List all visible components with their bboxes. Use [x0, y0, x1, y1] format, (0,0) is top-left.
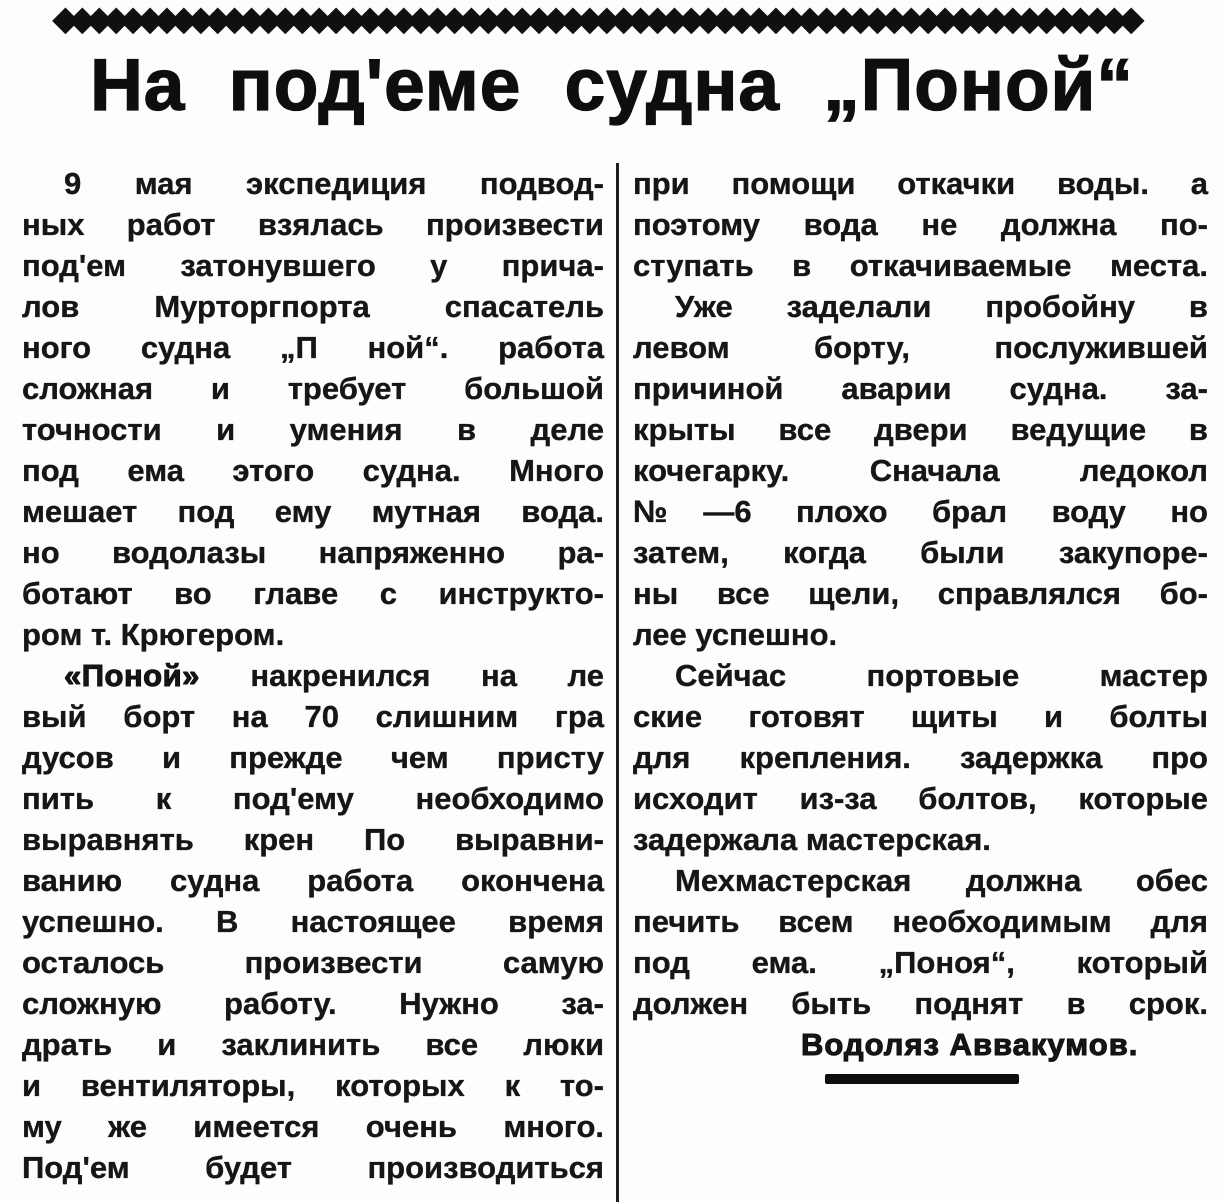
text-line: крыты все двери ведущие в [633, 412, 1208, 447]
text-line: ванию судна работа окончена [22, 863, 604, 898]
text-line: успешно. В настоящее время [22, 904, 604, 939]
text-line: под ема этого судна. Много [22, 453, 604, 488]
text-line: ботают во главе с инструкто- [22, 576, 604, 611]
text-line: кочегарку. Сначала ледокол [633, 453, 1208, 488]
text-line: Сейчас портовые мастер [675, 658, 1208, 693]
text-line: выравнять крен По выравни- [22, 822, 604, 857]
text-line [22, 655, 604, 696]
text-line: №—6 плохо брал воду но [633, 494, 1208, 529]
text-line: дусов и прежде чем присту [22, 740, 604, 775]
text-line: задержала мастерская. [633, 822, 991, 857]
text-line: лов Мурторгпорта спасатель [22, 289, 604, 324]
author-signature: Водоляз Аввакумов. [801, 1027, 1139, 1062]
text-line: и вентиляторы, которых к то- [22, 1068, 604, 1103]
text-line: при помощи откачки воды. а [633, 166, 1208, 201]
text-line: Уже заделали пробойну в [675, 289, 1208, 324]
text-line: вый борт на 70 слишним гра [22, 699, 604, 734]
article-title: На под'еме судна „Поной“ [90, 45, 1134, 126]
text-line: пить к под'ему необходимо [22, 781, 604, 816]
text-line: 9 мая экспедиция подвод- [64, 166, 604, 201]
diamond-border-ornament: ◆◆◆◆◆◆◆◆◆◆◆◆◆◆◆◆◆◆◆◆◆◆◆◆◆◆◆◆◆◆◆◆◆◆◆◆◆◆◆◆◆◆◆◆◆◆◆◆◆◆◆◆◆◆◆◆◆◆◆◆◆◆◆◆ [52, 4, 1135, 34]
text-line: драть и заклинить все люки [22, 1027, 604, 1062]
text-line: затем, когда были закупоре- [633, 535, 1208, 570]
left-column [22, 163, 604, 1188]
text-line: для крепления. задержка про [633, 740, 1208, 775]
text-line: точности и умения в деле [22, 412, 604, 447]
text-line: под'ем затонувшего у прича- [22, 248, 604, 283]
text-line: исходит из-за болтов, которые [633, 781, 1208, 816]
text-line: му же имеется очень много. [22, 1109, 604, 1144]
text-line: причиной аварии судна. за- [633, 371, 1208, 406]
text-line: печить всем необходимым для [633, 904, 1208, 939]
text-line: под ема. „Поноя“, который [633, 945, 1208, 980]
text-line: ские готовят щиты и болты [633, 699, 1208, 734]
signature-end-rule [825, 1074, 1019, 1084]
text-line: ром т. Крюгером. [22, 617, 285, 652]
text-line: ного судна „П ной“. работа [22, 330, 604, 365]
text-line: ных работ взялась произвести [22, 207, 604, 242]
text-line: Под'ем будет производиться [22, 1150, 604, 1185]
ship-name-bold: «Поной» [64, 658, 200, 693]
text-line: левом борту, послужившей [633, 330, 1208, 365]
right-column [633, 163, 1208, 1084]
article-body [22, 163, 1208, 1202]
text-line: поэтому вода не должна по- [633, 207, 1208, 242]
text-line: сложную работу. Нужно за- [22, 986, 604, 1021]
column-divider-rule [616, 163, 619, 1202]
text-line: Мехмастерская должна обес [675, 863, 1208, 898]
text-line: мешает под ему мутная вода. [22, 494, 604, 529]
text-line: должен быть поднят в срок. [633, 986, 1208, 1021]
text-line: лее успешно. [633, 617, 838, 652]
text-line: ступать в откачиваемые места. [633, 248, 1208, 283]
text-line: осталось произвести самую [22, 945, 604, 980]
text-line: сложная и требует большой [22, 371, 604, 406]
text-line: ны все щели, справлялся бо- [633, 576, 1208, 611]
text-span: накренился на ле [199, 658, 604, 693]
text-line: но водолазы напряженно ра- [22, 535, 604, 570]
